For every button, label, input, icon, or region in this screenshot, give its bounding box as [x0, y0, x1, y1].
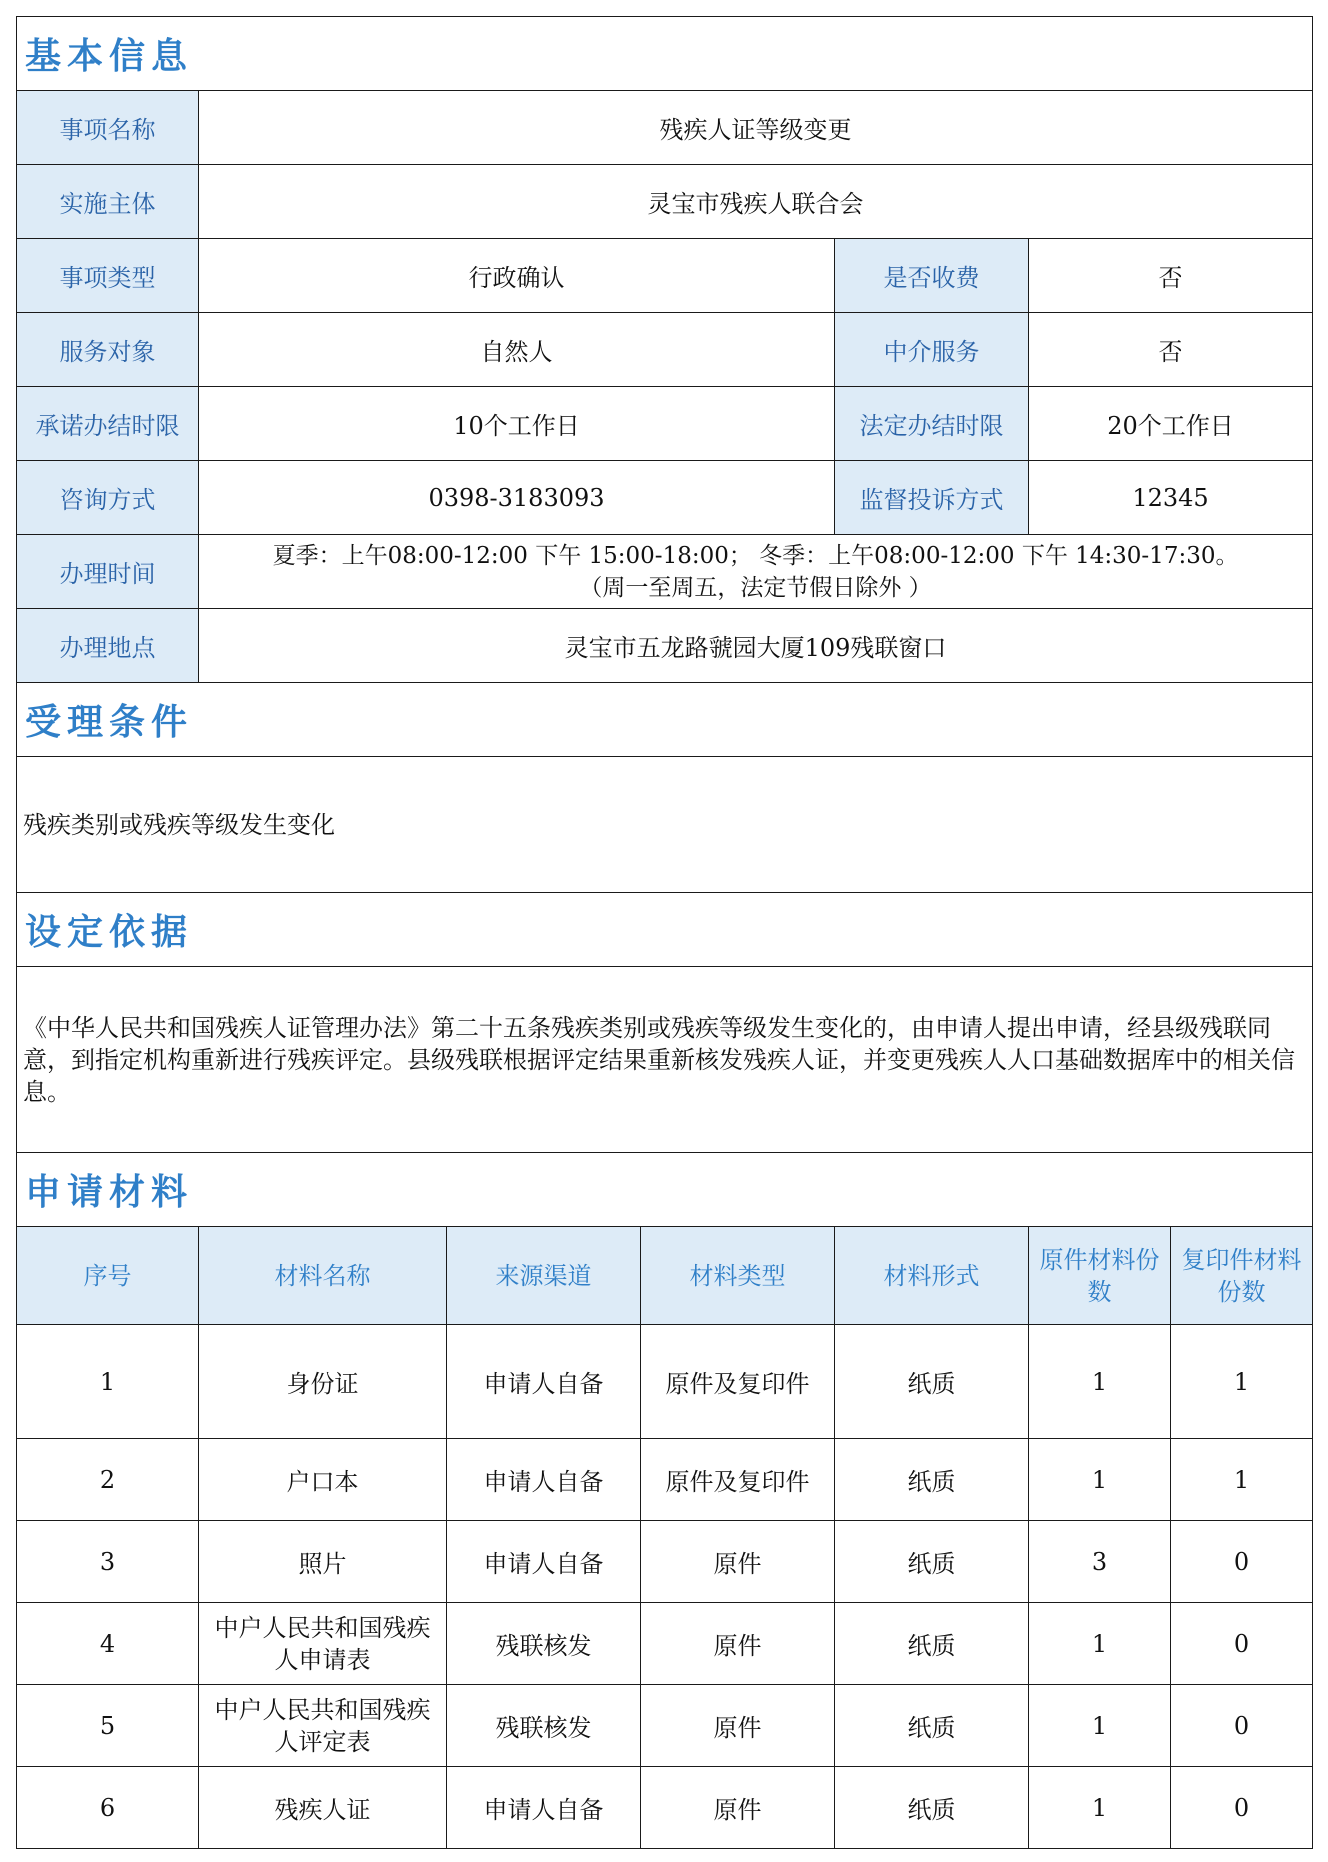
table-row — [17, 1685, 1313, 1767]
material-source: 申请人自备 — [447, 1439, 641, 1521]
conditions-text: 残疾类别或残疾等级发生变化 — [17, 757, 1313, 893]
office-hours-line2: （周一至周五，法定节假日除外 ） — [579, 574, 932, 601]
col-header-index: 序号 — [17, 1227, 199, 1325]
location-value: 灵宝市五龙路虢园大厦109残联窗口 — [199, 609, 1313, 683]
row-index: 2 — [17, 1439, 199, 1521]
item-name-label: 事项名称 — [17, 91, 199, 165]
section-title-conditions: 受理条件 — [17, 683, 1313, 757]
material-name: 中户人民共和国残疾人申请表 — [199, 1603, 447, 1685]
copy-count: 1 — [1171, 1325, 1313, 1439]
material-type: 原件及复印件 — [641, 1439, 835, 1521]
complaint-label: 监督投诉方式 — [835, 461, 1029, 535]
original-count: 3 — [1029, 1521, 1171, 1603]
original-count: 1 — [1029, 1439, 1171, 1521]
material-name: 身份证 — [199, 1325, 447, 1439]
table-row — [17, 1767, 1313, 1849]
col-header-material-type: 材料类型 — [641, 1227, 835, 1325]
table-row — [17, 1325, 1313, 1439]
copy-count: 0 — [1171, 1685, 1313, 1767]
copy-count: 0 — [1171, 1603, 1313, 1685]
material-form: 纸质 — [835, 1767, 1029, 1849]
col-header-material-name: 材料名称 — [199, 1227, 447, 1325]
section-title-basic-info: 基本信息 — [17, 17, 1313, 91]
material-type: 原件 — [641, 1521, 835, 1603]
subject-value: 灵宝市残疾人联合会 — [199, 165, 1313, 239]
service-guide-table — [16, 16, 1313, 1849]
material-form: 纸质 — [835, 1325, 1029, 1439]
subject-label: 实施主体 — [17, 165, 199, 239]
copy-count: 0 — [1171, 1521, 1313, 1603]
office-hours-label: 办理时间 — [17, 535, 199, 609]
location-label: 办理地点 — [17, 609, 199, 683]
material-type: 原件 — [641, 1603, 835, 1685]
row-index: 1 — [17, 1325, 199, 1439]
item-type-label: 事项类型 — [17, 239, 199, 313]
material-name: 中户人民共和国残疾人评定表 — [199, 1685, 447, 1767]
office-hours-value — [199, 535, 1313, 609]
material-name: 残疾人证 — [199, 1767, 447, 1849]
col-header-source: 来源渠道 — [447, 1227, 641, 1325]
row-index: 3 — [17, 1521, 199, 1603]
material-source: 残联核发 — [447, 1603, 641, 1685]
office-hours-line1: 夏季：上午08:00-12:00 下午 15:00-18:00； 冬季：上午08:00-12:00 下午 14:30-17:30。 — [272, 542, 1239, 569]
item-type-value: 行政确认 — [199, 239, 835, 313]
material-type: 原件 — [641, 1767, 835, 1849]
row-index: 4 — [17, 1603, 199, 1685]
agency-service-label: 中介服务 — [835, 313, 1029, 387]
agency-service-value: 否 — [1029, 313, 1313, 387]
item-name-value: 残疾人证等级变更 — [199, 91, 1313, 165]
original-count: 1 — [1029, 1325, 1171, 1439]
consult-label: 咨询方式 — [17, 461, 199, 535]
material-form: 纸质 — [835, 1685, 1029, 1767]
fee-label: 是否收费 — [835, 239, 1029, 313]
row-index: 5 — [17, 1685, 199, 1767]
table-row — [17, 1439, 1313, 1521]
section-title-materials: 申请材料 — [17, 1153, 1313, 1227]
consult-phone: 0398-3183093 — [199, 461, 835, 535]
original-count: 1 — [1029, 1603, 1171, 1685]
col-header-material-form: 材料形式 — [835, 1227, 1029, 1325]
material-source: 残联核发 — [447, 1685, 641, 1767]
service-target-value: 自然人 — [199, 313, 835, 387]
material-type: 原件 — [641, 1685, 835, 1767]
original-count: 1 — [1029, 1767, 1171, 1849]
section-title-basis: 设定依据 — [17, 893, 1313, 967]
fee-value: 否 — [1029, 239, 1313, 313]
original-count: 1 — [1029, 1685, 1171, 1767]
copy-count: 0 — [1171, 1767, 1313, 1849]
material-name: 户口本 — [199, 1439, 447, 1521]
row-index: 6 — [17, 1767, 199, 1849]
col-header-original-count: 原件材料份数 — [1029, 1227, 1171, 1325]
copy-count: 1 — [1171, 1439, 1313, 1521]
table-row — [17, 1521, 1313, 1603]
legal-time-label: 法定办结时限 — [835, 387, 1029, 461]
material-form: 纸质 — [835, 1439, 1029, 1521]
material-source: 申请人自备 — [447, 1325, 641, 1439]
table-row — [17, 1603, 1313, 1685]
material-source: 申请人自备 — [447, 1767, 641, 1849]
material-name: 照片 — [199, 1521, 447, 1603]
promise-time-value: 10个工作日 — [199, 387, 835, 461]
legal-basis-text: 《中华人民共和国残疾人证管理办法》第二十五条残疾类别或残疾等级发生变化的，由申请人提出申请，经县级残联同意，到指定机构重新进行残疾评定。县级残联根据评定结果重新核发残疾人证，并变更残疾人人口基础数据库中的相关信息。 — [17, 967, 1313, 1153]
material-type: 原件及复印件 — [641, 1325, 835, 1439]
service-guide-sheet — [16, 16, 1312, 1849]
promise-time-label: 承诺办结时限 — [17, 387, 199, 461]
legal-time-value: 20个工作日 — [1029, 387, 1313, 461]
material-form: 纸质 — [835, 1603, 1029, 1685]
material-source: 申请人自备 — [447, 1521, 641, 1603]
service-target-label: 服务对象 — [17, 313, 199, 387]
material-form: 纸质 — [835, 1521, 1029, 1603]
complaint-phone: 12345 — [1029, 461, 1313, 535]
col-header-copy-count: 复印件材料份数 — [1171, 1227, 1313, 1325]
